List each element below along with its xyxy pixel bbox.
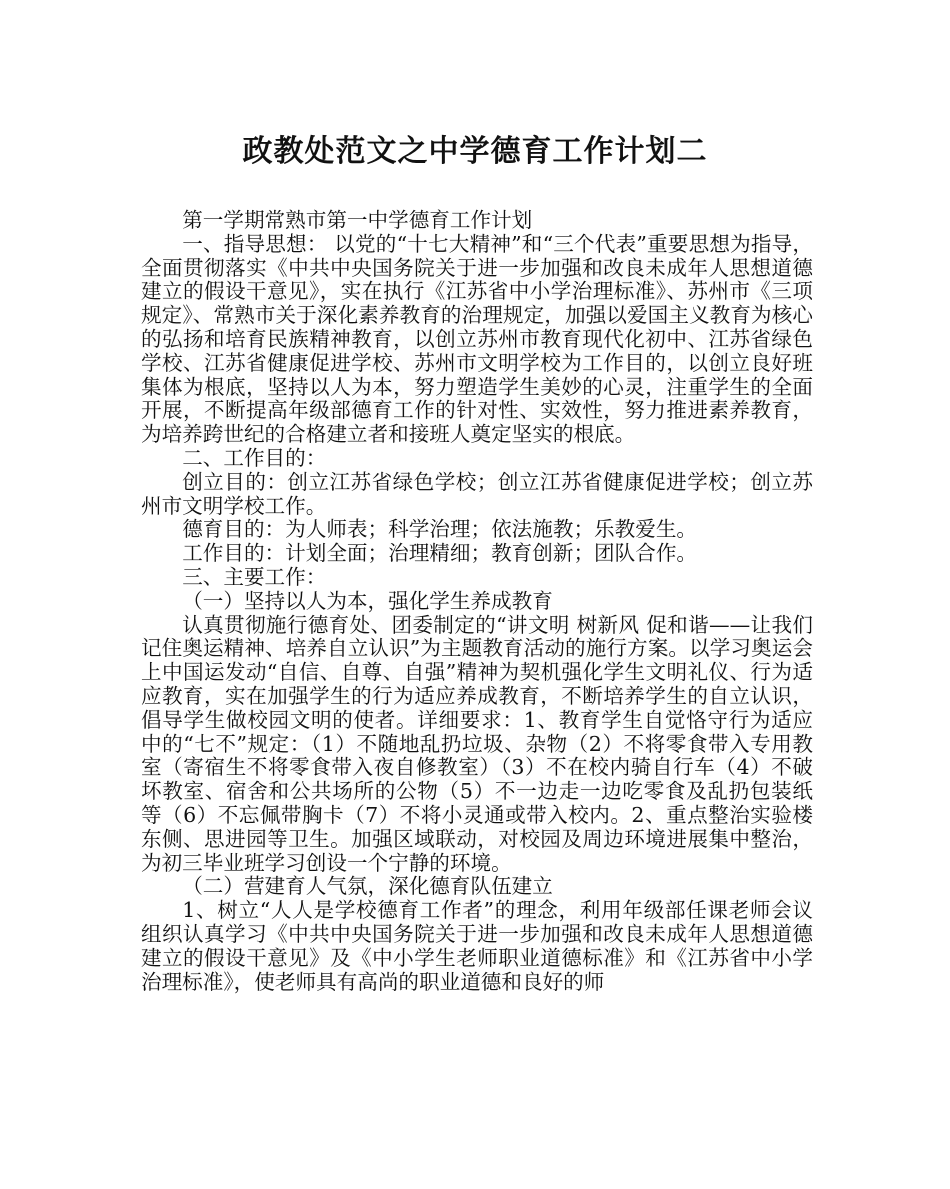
paragraph-work-goals: 工作目的：计划全面；治理精细；教育创新；团队合作。 — [182, 541, 698, 566]
paragraph-section-goals-heading: 二、工作目的： — [182, 445, 327, 470]
paragraph-subsection-1-body: 认真贯彻施行德育处、团委制定的“讲文明 树新风 促和谐——让我们记住奥运精神、培养自立认识”为主题教育活动的施行方案。以学习奥运会上中国运发动“自信、自尊、自强”精神为契机强化学生文明礼仪、行为适应教育，实在加强学生的行为适应养成教育，不断培养学生的自立认识，倡导学生做校园文明的使者。详细要求：1、教育学生自觉恪守行为适应中的“七不”规定：（1）不随地乱扔垃圾、杂物（2）不将零食带入专用教室（寄宿生不将零食带入夜自修教室）（3）不在校内骑自行车（4）不破坏教室、宿舍和公共场所的公物（5）不一边走一边吃零食及乱扔包装纸等（6）不忘佩带胸卡（7）不将小灵通或带入校内。2、重点整治实验楼东侧、思进园等卫生。加强区域联动，对校园及周边环境进展集中整治，为初三毕业班学习创设一个宁静的环境。 — [141, 612, 813, 875]
paragraph-subsection-1-heading: （一）坚持以人为本，强化学生养成教育 — [182, 588, 553, 613]
paragraph-guiding-ideology: 一、指导思想： 以党的“十七大精神”和“三个代表”重要思想为指导，全面贯彻落实《中共中央国务院关于进一步加强和改良未成年人思想道德建立的假设干意见》，实在执行《江苏省中小学治理标准》、苏州市《三项规定》、常熟市关于深化素养教育的治理规定，加强以爱国主义教育为核心的弘扬和培育民族精神教育，以创立苏州市教育现代化初中、江苏省绿色学校、江苏省健康促进学校、苏州市文明学校为工作目的，以创立良好班集体为根底，坚持以人为本，努力塑造学生美妙的心灵，注重学生的全面开展，不断提高年级部德育工作的针对性、实效性，努力推进素养教育，为培养跨世纪的合格建立者和接班人奠定坚实的根底。 — [141, 231, 813, 447]
paragraph-subsection-2-heading: （二）营建育人气氛，深化德育队伍建立 — [182, 874, 553, 899]
document-body — [141, 209, 813, 994]
paragraph-section-main-work-heading: 三、主要工作： — [182, 564, 327, 589]
paragraph-moral-goals: 德育目的：为人师表；科学治理；依法施教；乐教爱生。 — [182, 517, 698, 542]
document-title: 政教处范文之中学德育工作计划二 — [242, 134, 708, 169]
paragraph-subsection-2-body: 1、树立“人人是学校德育工作者”的理念，利用年级部任课老师会议组织认真学习《中共中央国务院关于进一步加强和改良未成年人思想道德建立的假设干意见》及《中小学生老师职业道德标准》和《江苏省中小学治理标准》，使老师具有高尚的职业道德和良好的师 — [141, 898, 813, 994]
paragraph-plan-heading: 第一学期常熟市第一中学德育工作计划 — [182, 208, 533, 232]
paragraph-creation-goals: 创立目的：创立江苏省绿色学校；创立江苏省健康促进学校；创立苏州市文明学校工作。 — [141, 469, 813, 518]
